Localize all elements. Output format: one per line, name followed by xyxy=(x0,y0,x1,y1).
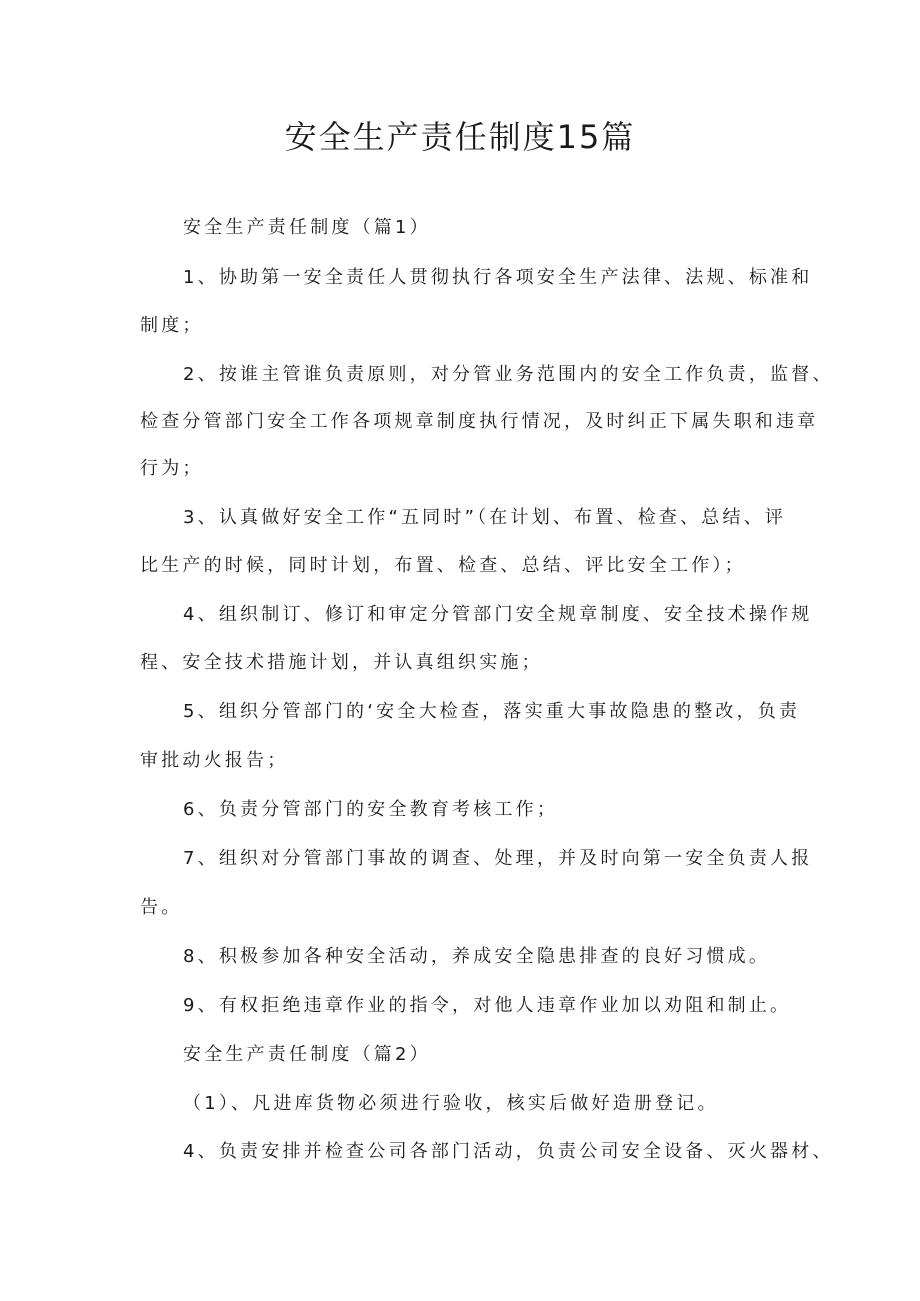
paragraph-line: （1）、凡进库货物必须进行验收，核实后做好造册登记。 xyxy=(183,1093,719,1114)
paragraph-line: 1、协助第一安全责任人贯彻执行各项安全生产法律、法规、标准和 xyxy=(183,267,813,288)
paragraph-line: 8、积极参加各种安全活动，养成安全隐患排查的良好习惯成。 xyxy=(183,946,771,967)
section-heading-1: 安全生产责任制度（篇1） xyxy=(183,217,431,238)
paragraph-line: 审批动火报告； xyxy=(140,750,289,771)
paragraph-line: 行为； xyxy=(140,458,204,479)
paragraph-line: 检查分管部门安全工作各项规章制度执行情况，及时纠正下属失职和违章 xyxy=(140,411,819,432)
paragraph-line: 7、组织对分管部门事故的调查、处理，并及时向第一安全负责人报 xyxy=(183,848,813,869)
paragraph-line: 4、组织制订、修订和审定分管部门安全规章制度、安全技术操作规 xyxy=(183,604,813,625)
document-title: 安全生产责任制度15篇 xyxy=(284,118,636,156)
paragraph-line: 3、认真做好安全工作“五同时”（在计划、布置、检查、总结、评 xyxy=(183,507,787,528)
paragraph-line: 9、有权拒绝违章作业的指令，对他人违章作业加以劝阻和制止。 xyxy=(183,995,792,1016)
section-heading-2: 安全生产责任制度（篇2） xyxy=(183,1044,431,1065)
paragraph-line: 比生产的时候，同时计划，布置、检查、总结、评比安全工作）； xyxy=(140,555,746,576)
paragraph-line: 告。 xyxy=(140,897,183,918)
paragraph-line: 制度； xyxy=(140,315,204,336)
paragraph-line: 4、负责安排并检查公司各部门活动，负责公司安全设备、灭火器材、 xyxy=(183,1141,834,1162)
paragraph-line: 5、组织分管部门的‘安全大检查，落实重大事故隐患的整改，负责 xyxy=(183,701,801,722)
paragraph-line: 程、安全技术措施计划，并认真组织实施； xyxy=(140,652,543,673)
paragraph-line: 2、按谁主管谁负责原则，对分管业务范围内的安全工作负责，监督、 xyxy=(183,364,834,385)
paragraph-line: 6、负责分管部门的安全教育考核工作； xyxy=(183,799,559,820)
